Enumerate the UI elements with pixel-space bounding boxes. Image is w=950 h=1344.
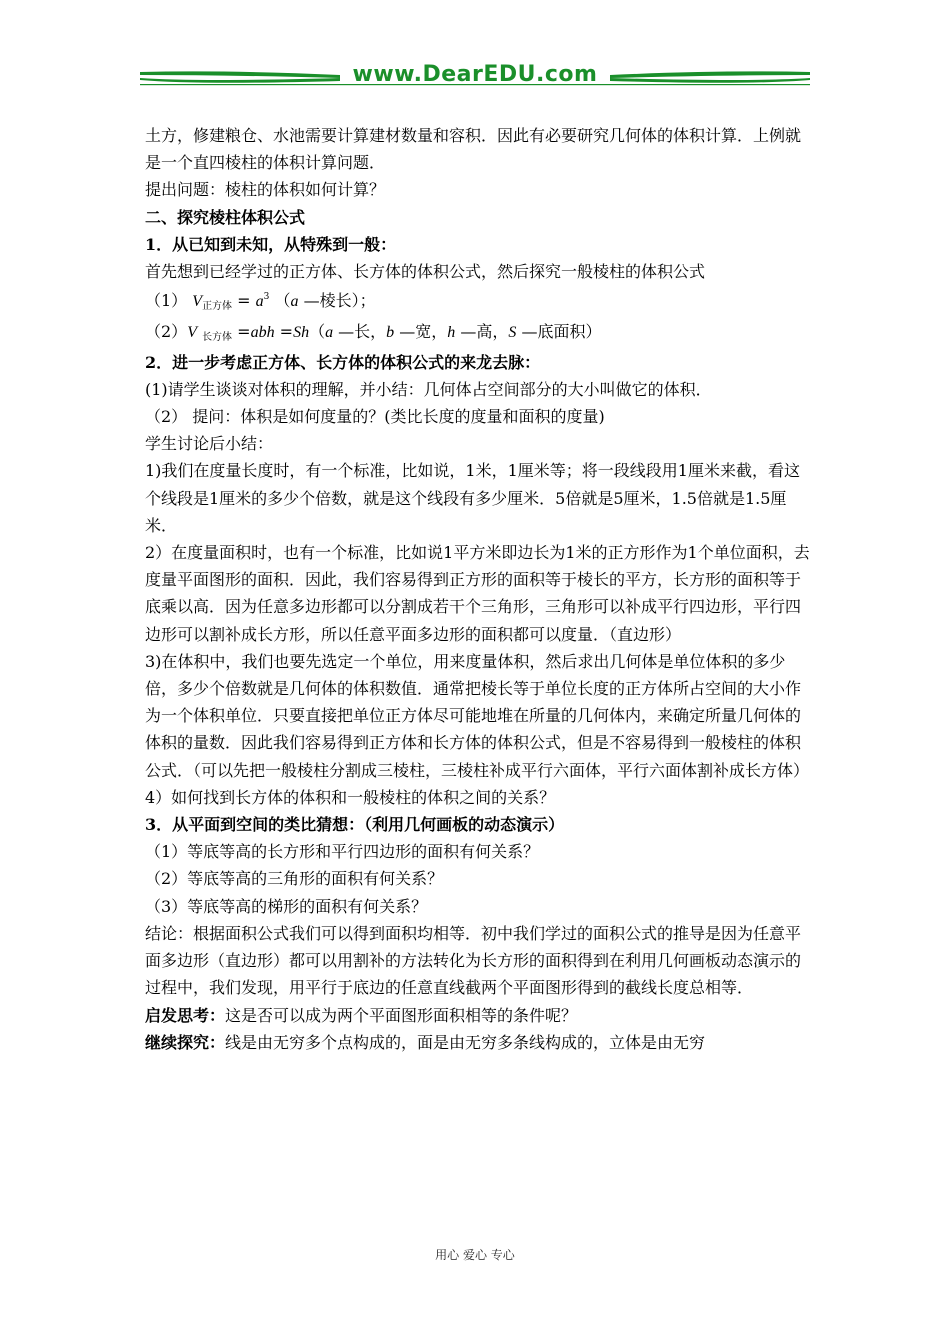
paragraph-label: 启发思考： bbox=[145, 1005, 226, 1025]
page-footer: 用心 爱心 专心 bbox=[435, 1248, 515, 1262]
paragraph-text: 这是否可以成为两个平面图形面积相等的条件呢？ bbox=[225, 1005, 578, 1025]
subsection-heading: 3．从平面到空间的类比猜想：（利用几何画板的动态演示） bbox=[145, 815, 565, 835]
formula-symbol: h bbox=[447, 324, 456, 342]
formula-note: —底面积） bbox=[516, 322, 602, 342]
formula-number: （1） bbox=[145, 291, 188, 311]
paragraph: 2）在度量面积时，也有一个标准，比如说1平方米即边长为1米的正方形作为1个单位面积，去度量平面图形的面积．因此，我们容易得到正方形的面积等于棱长的平方，长方形的面积等于底乘以高．因为任意多边形都可以分割成若干个三角形，三角形可以补成平行四边形，平行四边形可以割补成长方形，所以任意平面多边形的面积都可以度量．（直边形） bbox=[145, 543, 810, 644]
subsection-heading: 2．进一步考虑正方体、长方体的体积公式的来龙去脉： bbox=[145, 352, 541, 372]
paragraph: （2） 提问：体积是如何度量的？(类比长度的度量和面积的度量) bbox=[145, 407, 605, 427]
paragraph: 3)在体积中，我们也要先选定一个单位，用来度量体积，然后求出几何体是单位体积的多少倍，多少个倍数就是几何体的体积数值．通常把棱长等于单位长度的正方体所占空间的大小作为一个体积单位．只要直接把单位正方体尽可能地堆在所量的几何体内，来确定所量几何体的体积的量数．因此我们容易得到正方体和长方体的体积公式，但是不容易得到一般棱柱的体积公式．（可以先把一般棱柱分割成三棱柱，三棱柱补成平行六面体，平行六面体割补成长方体） bbox=[145, 651, 810, 780]
paragraph: 结论：根据面积公式我们可以得到面积均相等．初中我们学过的面积公式的推导是因为任意平面多边形（直边形）都可以用割补的方法转化为长方形的面积得到在利用几何画板动态演示的过程中，我们发现，用平行于底边的任意直线截两个平面图形得到的截线长度总相等． bbox=[145, 923, 802, 998]
formula-symbol: V bbox=[187, 324, 197, 342]
formula-operator: = bbox=[274, 322, 294, 342]
formula-symbol: a bbox=[290, 293, 299, 311]
formula-operator: = bbox=[232, 291, 256, 311]
paragraph: 1)我们在度量长度时，有一个标准，比如说，1米，1厘米等；将一段线段用1厘米来截，看这个线段是1厘米的多少个倍数，就是这个线段有多少厘米．5倍就是5厘米，1.5倍就是1.5厘米． bbox=[145, 461, 800, 535]
question-item: （1）等底等高的长方形和平行四边形的面积有何关系？ bbox=[145, 842, 540, 862]
subsection-heading: 1．从已知到未知，从特殊到一般： bbox=[145, 234, 397, 254]
formula-exponent: 3 bbox=[263, 292, 270, 303]
paragraph-label: 继续探究： bbox=[145, 1032, 226, 1052]
paragraph: 土方，修建粮仓、水池需要计算建材数量和容积．因此有必要研究几何体的体积计算．上例就是一个直四棱柱的体积计算问题． bbox=[145, 126, 802, 173]
formula-operator: = bbox=[232, 322, 251, 342]
formula-note: —宽， bbox=[394, 322, 448, 342]
formula-symbol: Sh bbox=[293, 324, 310, 342]
formula-number: （2） bbox=[145, 322, 188, 342]
site-logo: www.DearEDU.com bbox=[352, 62, 598, 87]
paragraph: 4）如何找到长方体的体积和一般棱柱的体积之间的关系？ bbox=[145, 787, 556, 807]
formula-note: —高， bbox=[455, 322, 509, 342]
formula-symbol: V bbox=[192, 293, 203, 311]
formula-note: （ bbox=[309, 322, 326, 342]
question-item: （2）等底等高的三角形的面积有何关系？ bbox=[145, 869, 444, 889]
paragraph-text: 线是由无穷多个点构成的，面是由无穷多条线构成的，立体是由无穷 bbox=[225, 1032, 706, 1052]
formula-symbol: b bbox=[386, 324, 395, 342]
formula-note: —棱长）； bbox=[298, 291, 376, 311]
formula-symbol: a bbox=[325, 324, 334, 342]
section-heading: 二、探究棱柱体积公式 bbox=[145, 207, 306, 227]
formula-cuboid-volume bbox=[145, 318, 813, 348]
formula-note: （ bbox=[274, 291, 291, 311]
paragraph: (1)请学生谈谈对体积的理解，并小结：几何体占空间部分的大小叫做它的体积． bbox=[145, 379, 712, 399]
paragraph: 学生讨论后小结： bbox=[145, 434, 274, 454]
question-item: （3）等底等高的梯形的面积有何关系？ bbox=[145, 896, 428, 916]
document-body bbox=[145, 122, 813, 1056]
paragraph: 首先想到已经学过的正方体、长方体的体积公式，然后探究一般棱柱的体积公式 bbox=[145, 262, 706, 282]
formula-symbol: abh bbox=[250, 324, 275, 342]
formula-subscript: 长方体 bbox=[202, 332, 233, 344]
formula-symbol: S bbox=[508, 324, 517, 342]
formula-note: —长， bbox=[333, 322, 387, 342]
paragraph bbox=[145, 1029, 813, 1056]
paragraph bbox=[145, 1002, 813, 1029]
formula-cube-volume bbox=[145, 287, 813, 318]
page-header bbox=[140, 58, 810, 98]
formula-subscript: 正方体 bbox=[202, 301, 233, 313]
paragraph: 提出问题：棱柱的体积如何计算？ bbox=[145, 180, 386, 200]
formula-symbol: a bbox=[255, 293, 264, 311]
